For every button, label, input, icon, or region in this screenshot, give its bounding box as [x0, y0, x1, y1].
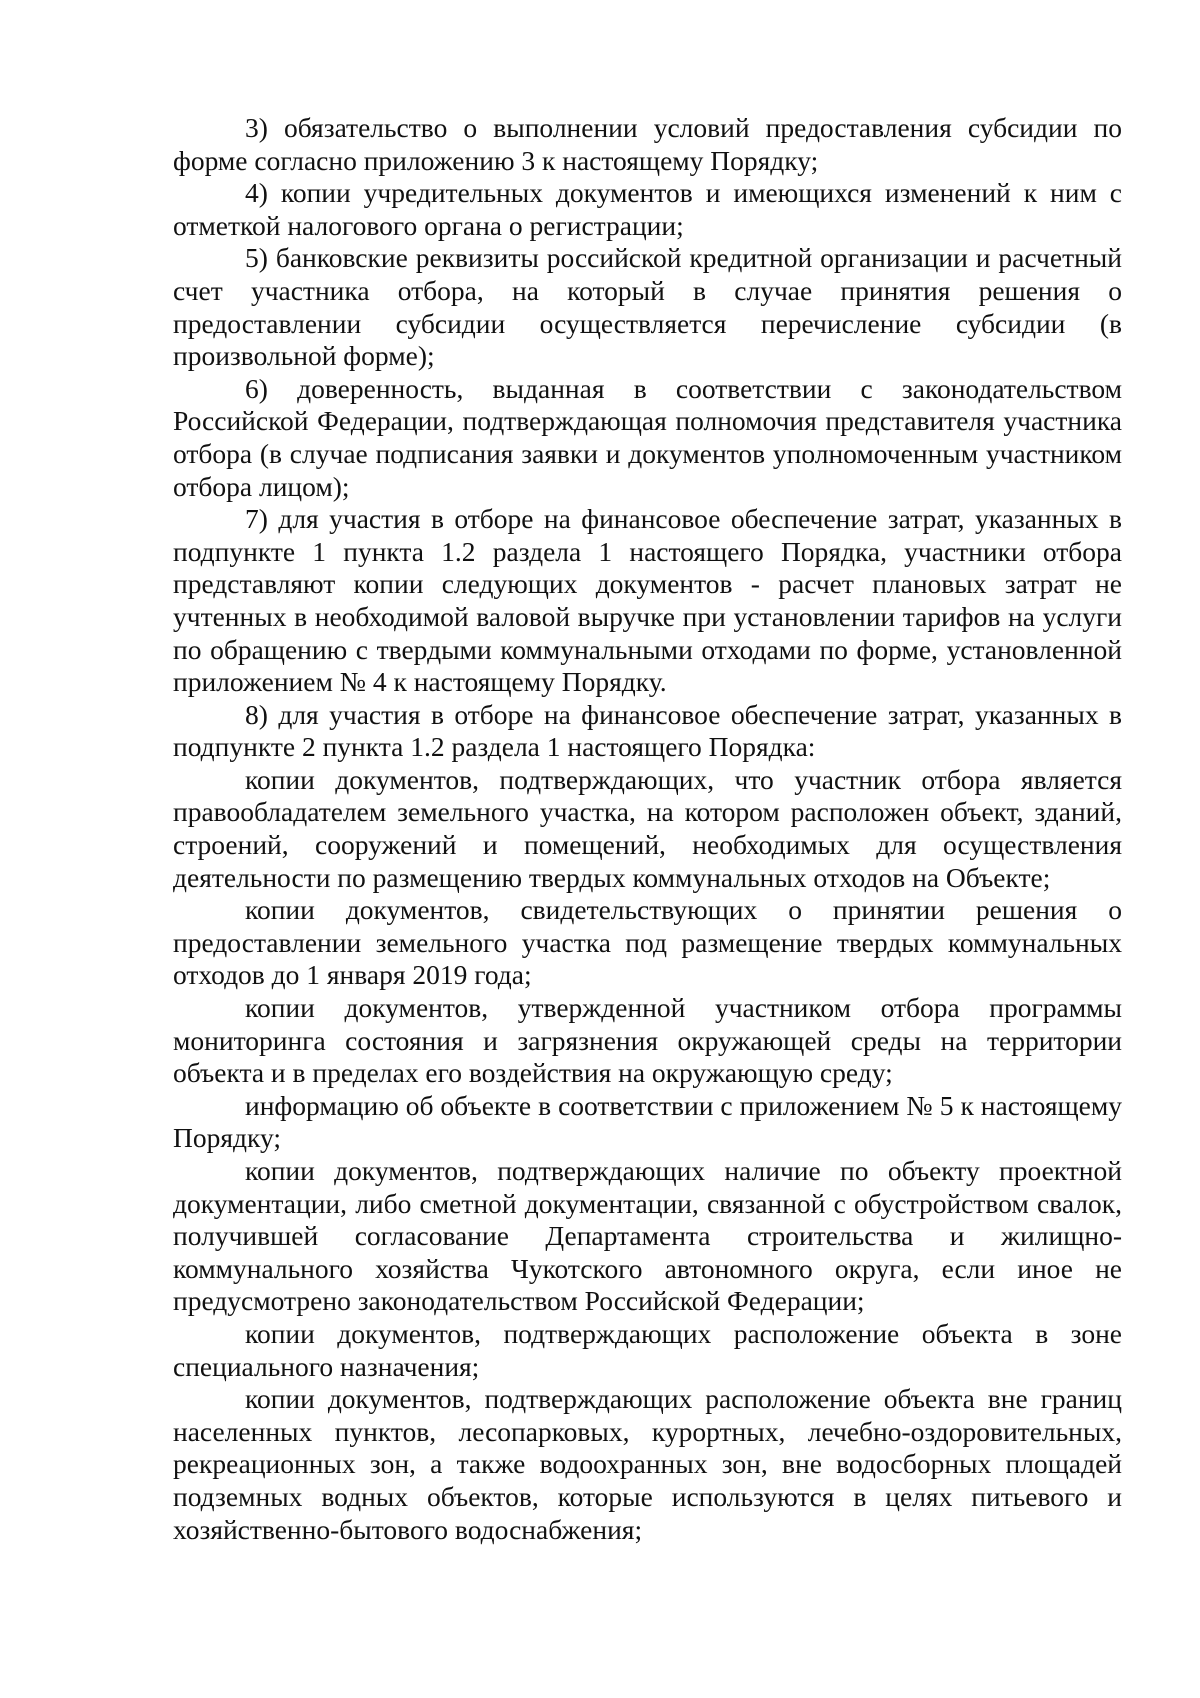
paragraph-special-zone: копии документов, подтверждающих расположение объекта в зоне специального назначения;	[173, 1317, 1122, 1382]
paragraph-land-decision: копии документов, свидетельствующих о принятии решения о предоставлении земельного участка под размещение твердых коммунальных отходов до 1 января 2019 года;	[173, 894, 1122, 991]
paragraph-item-8: 8) для участия в отборе на финансовое обеспечение затрат, указанных в подпункте 2 пункта 1.2 раздела 1 настоящего Порядка:	[173, 698, 1122, 763]
document-body	[173, 112, 1122, 1546]
paragraph-item-5: 5) банковские реквизиты российской кредитной организации и расчетный счет участника отбора, на который в случае принятия решения о предоставлении субсидии осуществляется перечисление субсидии (в произвольной форме);	[173, 242, 1122, 372]
paragraph-project-documentation: копии документов, подтверждающих наличие по объекту проектной документации, либо сметной документации, связанной с обустройством свалок, получившей согласование Департамента строительства и жилищно-коммунального хозяйства Чукотского автономного округа, если иное не предусмотрено законодательством Российской Федерации;	[173, 1155, 1122, 1317]
paragraph-item-6: 6) доверенность, выданная в соответствии с законодательством Российской Федерации, подтверждающая полномочия представителя участника отбора (в случае подписания заявки и документов уполномоченным участником отбора лицом);	[173, 372, 1122, 502]
paragraph-object-info: информацию об объекте в соответствии с приложением № 5 к настоящему Порядку;	[173, 1089, 1122, 1154]
paragraph-land-rights: копии документов, подтверждающих, что участник отбора является правообладателем земельного участка, на котором расположен объект, зданий, строений, сооружений и помещений, необходимых для осуществления деятельности по размещению твердых коммунальных отходов на Объекте;	[173, 763, 1122, 893]
paragraph-item-4: 4) копии учредительных документов и имеющихся изменений к ним с отметкой налогового органа о регистрации;	[173, 177, 1122, 241]
paragraph-item-3: 3) обязательство о выполнении условий предоставления субсидии по форме согласно приложению 3 к настоящему Порядку;	[173, 112, 1122, 176]
paragraph-monitoring-program: копии документов, утвержденной участником отбора программы мониторинга состояния и загрязнения окружающей среды на территории объекта и в пределах его воздействия на окружающую среду;	[173, 992, 1122, 1089]
paragraph-item-7: 7) для участия в отборе на финансовое обеспечение затрат, указанных в подпункте 1 пункта 1.2 раздела 1 настоящего Порядка, участники отбора представляют копии следующих документов - расчет плановых затрат не учтенных в необходимой валовой выручке при установлении тарифов на услуги по обращению с твердыми коммунальными отходами по форме, установленной приложением № 4 к настоящему Порядку.	[173, 503, 1122, 698]
paragraph-outside-boundaries: копии документов, подтверждающих расположение объекта вне границ населенных пунктов, лесопарковых, курортных, лечебно-оздоровительных, рекреационных зон, а также водоохранных зон, вне водосборных площадей подземных водных объектов, которые используются в целях питьевого и хозяйственно-бытового водоснабжения;	[173, 1383, 1122, 1545]
